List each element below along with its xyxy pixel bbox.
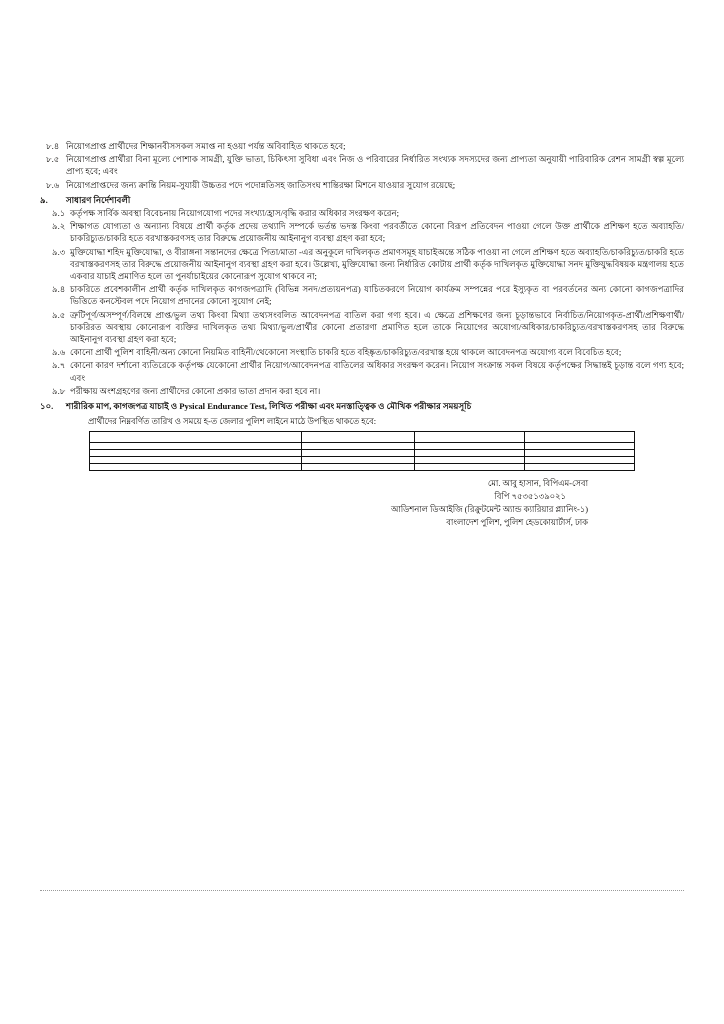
- section-10-heading: [40, 400, 684, 412]
- schedule-intro: প্রার্থীদের নিম্নবর্ণিত তারিখ ও সময়ে হ-ত জেলার পুলিশ লাইনে মাঠে উপস্থিত থাকতে হবে:: [88, 417, 377, 427]
- section-title: সাধারণ নির্দেশাবলী: [66, 194, 131, 205]
- clause-number: ৯.১: [52, 208, 66, 219]
- clause-number: ৯.৫: [52, 309, 66, 320]
- cell-districts: [90, 450, 302, 457]
- table-row: [90, 464, 635, 471]
- column-header-physical: [302, 432, 415, 443]
- clause-number: ৯.৮: [52, 385, 66, 396]
- clause-number: ৯.৪: [52, 284, 66, 295]
- column-header-district: [90, 432, 302, 443]
- clause-text: চাকরিতে প্রবেশকালীন প্রার্থী কর্তৃক দাখিলকৃত কাগজপত্রাদি (বিভিন্ন সনদ/প্রত্যয়নপত্র) যাচিতকরণে নিয়োগ কার্যক্রম সম্পন্নের পরে ইস্যুকৃত বা পরবর্তনের অন্য কোনো কাগজপত্রাদির ভিত্তিতে কনস্টেবল পদে নিয়োগ প্রদানের কোনো সুযোগ নেই;: [70, 284, 684, 307]
- signatory-bp-number: বিপি ৭৫৩৫১৩৯০২১: [494, 492, 566, 502]
- column-header-written: [415, 432, 525, 443]
- clauses-section-9: [40, 207, 684, 397]
- signatory-designation: আডিশনাল ডিআইজি (রিক্রুটমেন্ট অ্যান্ড ক্যারিয়ার প্ল্যানিং-১): [390, 505, 588, 515]
- signature-block: [40, 477, 684, 529]
- clause-row: [40, 207, 684, 219]
- schedule-table: [89, 431, 635, 471]
- clause-row: [40, 283, 684, 307]
- clause-row: [40, 346, 684, 358]
- clause-text: কর্তৃপক্ষ সার্বিক অবস্থা বিবেচনায় নিয়োগযোগ্য পদের সংখ্যা/হ্রাস/বৃদ্ধি করার অধিকার সংরক্ষণ করেন;: [70, 208, 400, 219]
- cell-physical-date: [302, 457, 415, 464]
- clause-number: ৯.৭: [52, 360, 66, 371]
- table-row: [90, 443, 635, 450]
- clause-row: [40, 385, 684, 397]
- cell-written-date: [415, 443, 525, 450]
- clause-number: ৮.৫: [46, 154, 60, 165]
- cell-viva-date: [525, 443, 635, 450]
- clause-text: নিয়োগপ্রাপ্ত প্রার্থীরা বিনা মূল্যে পোশাক সামগ্রী, যুক্তি ভাতা, চিকিৎসা সুবিধা এবং নিজ ও পরিবারের নির্ধারিত সংখ্যক সদস্যদের জন্য প্রাপ্যতা অনুযায়ী পারিবারিক রেশন সামগ্রী স্বল্প মূল্যে প্রাপ্য হবে; এবং: [66, 154, 684, 177]
- cell-written-date: [415, 457, 525, 464]
- clause-number: ৯.২: [52, 221, 66, 232]
- clause-text: শিক্ষাগত যোগ্যতা ও অন্যান্য বিষয়ে প্রার্থী কর্তৃক প্রদেয় তথ্যাদি সম্পর্কে ভর্তন্ত ভদস্ত কিংবা পরবর্তীতে কোনো বিরূপ প্রতিবেদন পাওয়া গেলে উক্ত প্রার্থীকে প্রশিক্ষণ হতে অব্যাহতি/চাকরিচ্যুত/চাকরি হতে বরখাস্তকরণসহ তার বিরুদ্ধে প্রয়োজনীয় আইনানুগ ব্যবস্থা গ্রহণ করা হবে;: [70, 221, 684, 244]
- clause-row: [40, 140, 684, 152]
- table-header-row: [90, 432, 635, 443]
- clause-row: [40, 246, 684, 283]
- clause-text: মুক্তিযোদ্ধা শহিদ মুক্তিযোদ্ধা, ও বীরাঙ্গনা সন্তানদের ক্ষেত্রে পিতা/মাতা -এর অনুকূলে দাখিলকৃত প্রমাণসমূহ যাচাইঅন্তে সঠিক পাওয়া না গেলে প্রশিক্ষণ হতে অব্যাহতি/চাকরিচ্যুত/চাকরি হতে বরখাস্তকরণসহ তার বিরুদ্ধে প্রয়োজনীয় আইনানুগ ব্যবস্থা গ্রহণ করা হবে। উল্লেখ্য, মুক্তিযোদ্ধা জন্য নির্ধারিত কোটায় প্রার্থী কর্তৃক দাখিলকৃত মুক্তিযোদ্ধা সনদ মুক্তিযুদ্ধবিষয়ক মন্ত্রণালয় হতে একবার যাচাই প্রমাণিত হলে তা পুনর্যাচাইয়ের কোনোরূপ সুযোগ থাকবে না;: [70, 246, 684, 282]
- clause-row: [40, 179, 684, 191]
- footer-divider: [40, 890, 684, 891]
- clause-text: কোনো কারণ দর্শানো ব্যতিরেকে কর্তৃপক্ষ যেকোনো প্রার্থীর নিয়োগ/আবেদনপত্র বাতিলের অধিকার সংরক্ষণ করেন। নিয়োগ সংক্রান্ত সকল বিষয়ে কর্তৃপক্ষের সিদ্ধান্তই চূড়ান্ত বলে গণ্য হবে; এবং: [70, 360, 684, 383]
- section-title: শারীরিক মাপ, কাগজপত্র যাচাই ও Pysical Endurance Test, লিখিত পরীক্ষা এবং মনস্তাত্ত্বিক ও মৌখিক পরীক্ষার সময়সূচি: [66, 401, 472, 412]
- cell-written-date: [415, 464, 525, 471]
- cell-physical-date: [302, 443, 415, 450]
- clause-row: [40, 359, 684, 383]
- section-number: ৯.: [40, 194, 48, 205]
- clause-number: ৯.৩: [52, 246, 66, 257]
- section-9-heading: [40, 194, 684, 206]
- clause-text: পরীক্ষায় অংশগ্রহণের জন্য প্রার্থীদের কোনো প্রকার ভাতা প্রদান করা হবে না।: [70, 385, 321, 396]
- clause-number: ৮.৬: [46, 179, 60, 190]
- signatory-office: বাংলাদেশ পুলিশ, পুলিশ হেডকোয়ার্টার্স, ঢাক: [446, 518, 588, 528]
- clause-row: [40, 309, 684, 346]
- cell-districts: [90, 457, 302, 464]
- cell-physical-date: [302, 464, 415, 471]
- cell-viva-date: [525, 450, 635, 457]
- cell-districts: [90, 464, 302, 471]
- clause-text: ত্রুটিপূর্ণ/অসম্পূর্ণ/বিলম্বে প্রাপ্ত/ভুল তথ্য কিংবা মিথ্যা তথ্যসংবলিত আবেদনপত্র বাতিল করা গণ্য হবে। এ ক্ষেত্রে প্রশিক্ষণের জন্য চূড়ান্তভাবে নির্বাচিত/নিয়োগকৃত-প্রার্থী/প্রশিক্ষণার্থী/চাকরিরত অবস্থায় কোনোরূপ ব্যক্তির দাখিলকৃত তথ্য মিথ্যা/ভুল/প্রার্থীর কোনো প্রতারণা প্রমাণিত হলে তাকে নিয়োগের অযোগ্য/অধিকার/চাকরিচ্যুত/বরখাস্তকরণসহ তার বিরুদ্ধে আইনানুগ ব্যবস্থা গ্রহণ করা হবে;: [70, 309, 684, 345]
- clause-text: কোনো প্রার্থী পুলিশ বাহিনী/অন্য কোনো নিয়মিত বাহিনী/থেকোনো সংস্থাতি চাকরি হতে বহিষ্কৃত/চাকরিচ্যুত/বরখাস্ত হয়ে থাকলে আবেদনপত্র অযোগ্য বলে বিবেচিত হবে;: [70, 347, 622, 358]
- table-row: [90, 450, 635, 457]
- clauses-section-8: [40, 140, 684, 191]
- clause-row: [40, 153, 684, 177]
- clause-number: ৮.৪: [46, 141, 60, 151]
- clause-text: নিয়োগপ্রাপ্তদের জন্য ক্রান্তি নিয়ম-সুযায়ী উচ্চতর পদে পদোন্নতিসহ জাতিসংঘ শান্তিরক্ষা মিশনে যাওয়ার সুযোগ রয়েছে;: [66, 179, 456, 190]
- clause-row: [40, 220, 684, 244]
- table-row: [90, 457, 635, 464]
- signatory-name: মো. আবু হাসান, বিপিএম-সেবা: [487, 479, 588, 489]
- cell-written-date: [415, 450, 525, 457]
- clause-text: নিয়োগপ্রাপ্ত প্রার্থীদের শিক্ষানবীসসকল সমাপ্ত না হওয়া পর্যন্ত অবিবাহিত থাকতে হবে;: [66, 141, 346, 151]
- clause-number: ৯.৬: [52, 347, 66, 358]
- cell-districts: [90, 443, 302, 450]
- column-header-viva: [525, 432, 635, 443]
- cell-physical-date: [302, 450, 415, 457]
- section-number: ১০.: [40, 401, 54, 412]
- cell-viva-date: [525, 464, 635, 471]
- cell-viva-date: [525, 457, 635, 464]
